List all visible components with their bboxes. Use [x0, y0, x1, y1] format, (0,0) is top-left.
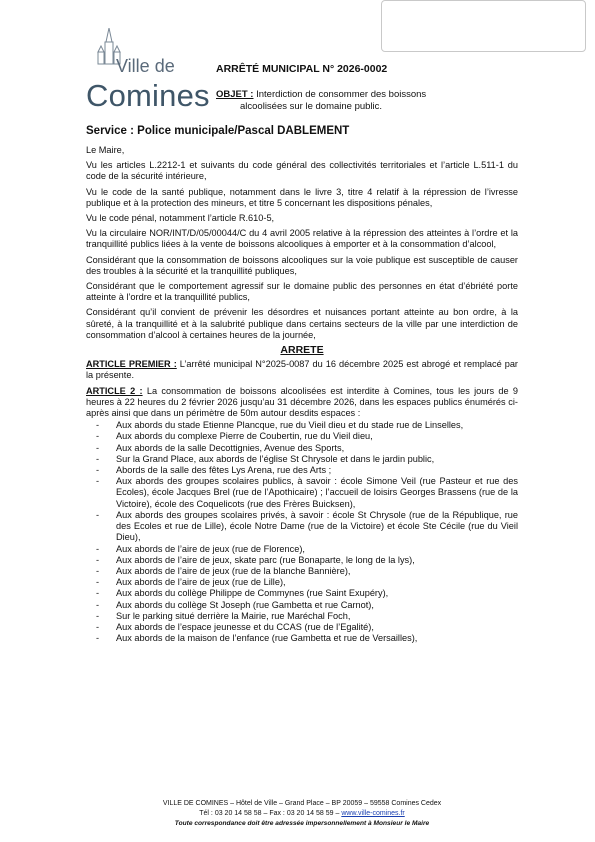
article-2-label: ARTICLE 2 :	[86, 385, 143, 396]
article-2	[86, 386, 518, 420]
footer-phone: Tél : 03 20 14 58 58 – Fax : 03 20 14 58 59 –	[199, 810, 342, 817]
list-item: - Aux abords de la salle Decottignies, Avenue des Sports,	[86, 443, 518, 454]
decree-title: ARRÊTÉ MUNICIPAL N° 2026-0002	[216, 63, 388, 75]
list-item: - Sur le parking situé derrière la Mairie, rue Maréchal Foch,	[86, 611, 518, 622]
footer-note: Toute correspondance doit être adressée impersonnellement à Monsieur le Maire	[174, 820, 430, 827]
preamble-paragraph: Vu la circulaire NOR/INT/D/05/00044/C du 4 avril 2005 relative à la répression des atteintes à l’ordre et la tranquillité publics liées à la vente de boissons alcooliques à emporter et à la consommation d’alcool,	[86, 228, 518, 250]
preamble-paragraph: Considérant que le comportement agressif sur le domaine public des personnes en état d’ébriété porte atteinte à l’ordre et la tranquillité publics,	[86, 281, 518, 303]
footer-contact	[86, 809, 518, 819]
list-item: - Aux abords de l’espace jeunesse et du CCAS (rue de l’Egalité),	[86, 622, 518, 633]
arrete-heading: ARRETE	[280, 344, 324, 357]
preamble-paragraph: Le Maire,	[86, 145, 125, 155]
preamble-paragraph: Considérant qu’il convient de prévenir les désordres et nuisances portant atteinte au bon ordre, à la sûreté, à la tranquillité et à la salubrité publique dans certains secteurs de la ville par une interdiction de consommation d’alcool à certaines heures de la journée,	[86, 307, 518, 340]
list-item: - Aux abords du collège St Joseph (rue Gambetta et rue Carnot),	[86, 600, 518, 611]
service-line: Service : Police municipale/Pascal DABLEMENT	[86, 125, 350, 137]
list-item: - Aux abords du collège Philippe de Commynes (rue Saint Exupéry),	[86, 588, 518, 599]
objet-line2: alcoolisées sur le domaine public.	[240, 101, 383, 112]
article-1	[86, 359, 518, 381]
list-item: - Aux abords des groupes scolaires privés, à savoir : école St Chrysole (rue de la République, rue des Ecoles et rue de Lille), école Notre Dame (rue de la Victoire) et école Ste Cécile (rue du Vieil Dieu),	[86, 510, 518, 544]
article-2-text: La consommation de boissons alcoolisées est interdite à Comines, tous les jours de 9 heures à 22 heures du 2 février 2026 jusqu’au 31 décembre 2026, dans les espaces publics énumérés ci-après ainsi que dans un périmètre de 50m autour desdits espaces :	[86, 385, 518, 419]
preamble-paragraph: Vu le code pénal, notamment l’article R.610-5,	[86, 213, 275, 224]
logo-comines: Comines	[86, 78, 210, 113]
list-item: - Aux abords de l’aire de jeux (rue de la blanche Bannière),	[86, 566, 518, 577]
preamble-paragraph: Vu le code de la santé publique, notamment dans le livre 3, titre 4 relatif à la répression de l’ivresse publique et à la protection des mineurs, et titre 5 concernant les dispositions pénales,	[86, 186, 518, 208]
list-item: - Abords de la salle des fêtes Lys Arena, rue des Arts ;	[86, 465, 518, 476]
article-1-label: ARTICLE PREMIER :	[86, 359, 177, 370]
objet-line1: Interdiction de consommer des boissons	[256, 89, 427, 100]
list-item: - Aux abords des groupes scolaires publics, à savoir : école Simone Veil (rue Pasteur et rue des Ecoles), école Jacques Brel (rue de l’Apothicaire) ; l’accueil de loisirs Georges Brassens (rue de la Victoire), école des Coquelicots (rue des Frères Buicksen),	[86, 476, 518, 510]
preamble-paragraph: Considérant que la consommation de boissons alcooliques sur la voie publique est susceptible de causer des troubles à la sécurité et la tranquillité publiques,	[86, 254, 518, 276]
list-item: - Aux abords du complexe Pierre de Coubertin, rue du Vieil dieu,	[86, 431, 518, 442]
stamp-box	[381, 0, 586, 52]
list-item: - Aux abords du stade Etienne Plancque, rue du Vieil dieu et du stade rue de Linselles,	[86, 420, 518, 431]
decree-body	[86, 145, 518, 644]
places-list	[86, 420, 518, 644]
page-footer	[86, 799, 518, 829]
decree-subject	[216, 89, 486, 113]
city-logo	[86, 26, 210, 113]
website-link[interactable]: www.ville-comines.fr	[341, 810, 405, 817]
article-1-text: L’arrêté municipal N°2025-0087 du 16 décembre 2025 est abrogé et remplacé par la présente.	[86, 359, 518, 381]
footer-address: VILLE DE COMINES – Hôtel de Ville – Grand Place – BP 20059 – 59558 Comines Cedex	[162, 800, 442, 807]
list-item: - Aux abords de l’aire de jeux (rue de Florence),	[86, 544, 518, 555]
list-item: - Aux abords de la maison de l’enfance (rue Gambetta et rue de Versailles),	[86, 633, 518, 644]
objet-label: OBJET :	[216, 89, 254, 100]
list-item: - Aux abords de l’aire de jeux (rue de Lille),	[86, 577, 518, 588]
logo-ville: Ville de	[116, 56, 175, 76]
preamble-paragraph: Vu les articles L.2212-1 et suivants du code général des collectivités territoriales et l’article L.511-1 du code de la sécurité intérieure,	[86, 160, 518, 182]
list-item: - Aux abords de l’aire de jeux, skate parc (rue Bonaparte, le long de la lys),	[86, 555, 518, 566]
list-item: - Sur la Grand Place, aux abords de l’église St Chrysole et dans le jardin public,	[86, 454, 518, 465]
